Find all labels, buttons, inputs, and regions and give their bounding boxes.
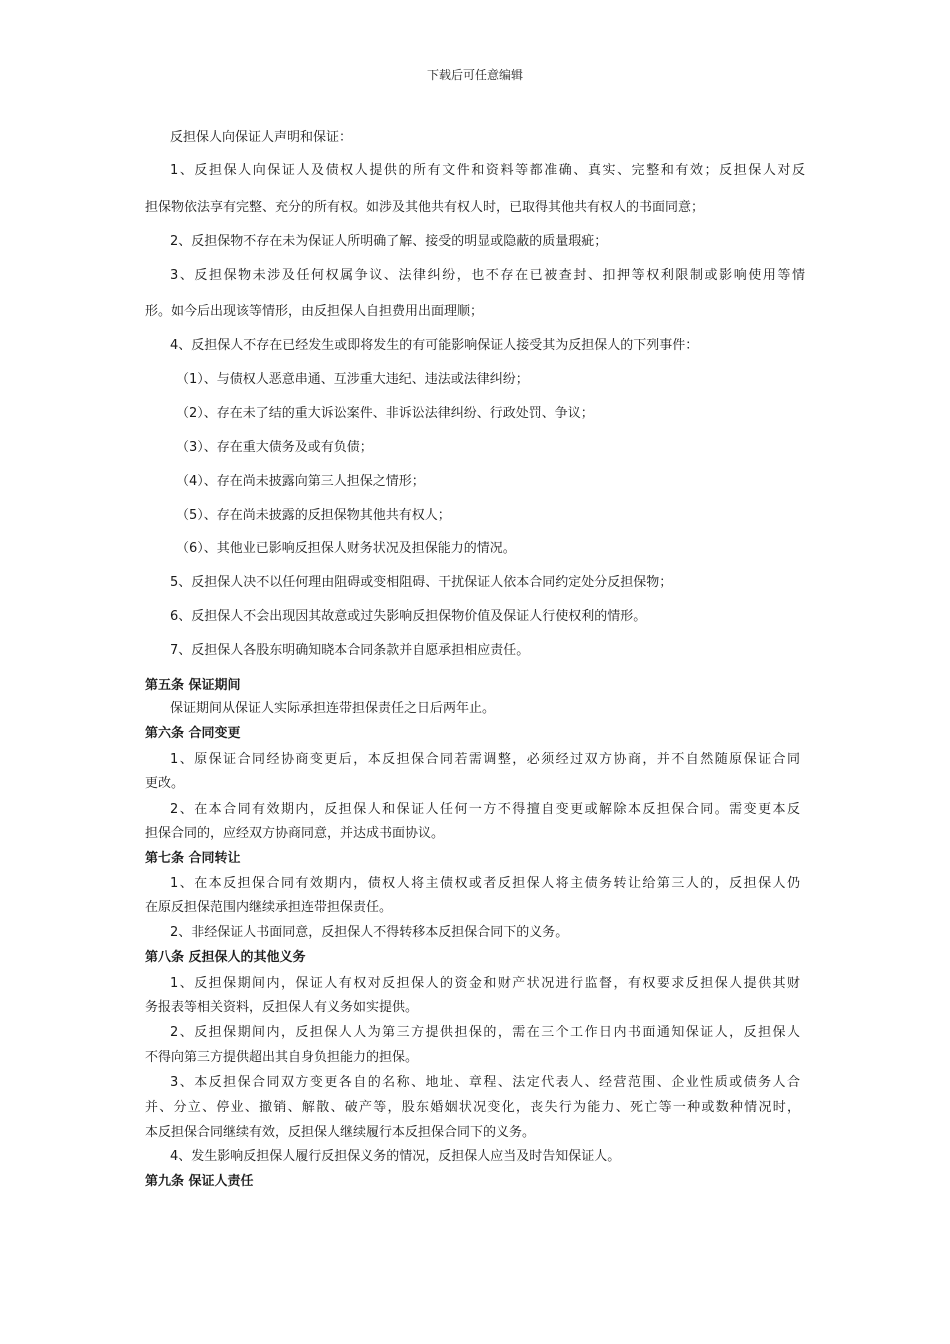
page-header: 下载后可任意编辑 [426,68,523,82]
article-7-p1-line-1: 1、在本反担保合同有效期内，债权人将主债权或者反担保人将主债务转让给第三人的，反担保人仍 [170,876,800,891]
article-8-p4: 4、发生影响反担保人履行反担保义务的情况，反担保人应当及时告知保证人。 [170,1149,621,1164]
sub-item-1: （1）、与债权人恶意串通、互涉重大违纪、违法或法律纠纷； [176,372,529,387]
article-8-p3-line-2: 并、分立、停业、撤销、解散、破产等，股东婚姻状况变化，丧失行为能力、死亡等一种或数种情况时， [145,1100,800,1115]
article-8-p1-line-1: 1、反担保期间内，保证人有权对反担保人的资金和财产状况进行监督，有权要求反担保人提供其财 [170,976,800,991]
item-5: 5、反担保人决不以任何理由阻碍或变相阻碍、干扰保证人依本合同约定处分反担保物； [170,575,673,590]
article-7-p1-line-2: 在原反担保范围内继续承担连带担保责任。 [145,900,393,915]
article-8-p2-line-1: 2、反担保期间内，反担保人人为第三方提供担保的，需在三个工作日内书面通知保证人，反担保人 [170,1025,800,1040]
sub-item-3: （3）、存在重大债务及或有负债； [176,440,373,455]
article-7-title: 第七条 合同转让 [145,851,241,866]
item-3-line-2: 形。如今后出现该等情形，由反担保人自担费用出面理顺； [145,304,484,319]
article-8-title: 第八条 反担保人的其他义务 [145,950,306,965]
article-8-p3-line-3: 本反担保合同继续有效，反担保人继续履行本反担保合同下的义务。 [145,1125,536,1140]
article-6-p2-line-1: 2、在本合同有效期内，反担保人和保证人任何一方不得擅自变更或解除本反担保合同。需变更本反 [170,802,800,817]
article-8-p2-line-2: 不得向第三方提供超出其自身负担能力的担保。 [145,1050,419,1065]
sub-item-5: （5）、存在尚未披露的反担保物其他共有权人； [176,508,451,523]
item-7: 7、反担保人各股东明确知晓本合同条款并自愿承担相应责任。 [170,643,530,658]
item-3-line-1: 3、反担保物未涉及任何权属争议、法律纠纷，也不存在已被查封、扣押等权利限制或影响使用等情 [170,268,805,283]
item-4: 4、反担保人不存在已经发生或即将发生的有可能影响保证人接受其为反担保人的下列事件： [170,338,699,353]
article-5-title: 第五条 保证期间 [145,678,241,693]
sub-item-4: （4）、存在尚未披露向第三人担保之情形； [176,474,425,489]
item-1-line-2: 担保物依法享有完整、充分的所有权。如涉及其他共有权人时，已取得其他共有权人的书面同意； [145,200,705,215]
article-6-title: 第六条 合同变更 [145,726,241,741]
article-8-p1-line-2: 务报表等相关资料，反担保人有义务如实提供。 [145,1000,419,1015]
article-7-p2: 2、非经保证人书面同意，反担保人不得转移本反担保合同下的义务。 [170,925,569,940]
article-6-p1-line-2: 更改。 [145,776,185,791]
article-9-title: 第九条 保证人责任 [145,1174,254,1189]
article-8-p3-line-1: 3、本反担保合同双方变更各自的名称、地址、章程、法定代表人、经营范围、企业性质或债务人合 [170,1075,800,1090]
intro-line: 反担保人向保证人声明和保证： [170,130,353,145]
item-2: 2、反担保物不存在未为保证人所明确了解、接受的明显或隐蔽的质量瑕疵； [170,234,608,249]
article-6-p1-line-1: 1、原保证合同经协商变更后，本反担保合同若需调整，必须经过双方协商，并不自然随原保证合同 [170,752,800,767]
article-6-p2-line-2: 担保合同的，应经双方协商同意，并达成书面协议。 [145,826,445,841]
sub-item-6: （6）、其他业已影响反担保人财务状况及担保能力的情况。 [176,541,516,556]
item-6: 6、反担保人不会出现因其故意或过失影响反担保物价值及保证人行使权利的情形。 [170,609,647,624]
item-1-line-1: 1、反担保人向保证人及债权人提供的所有文件和资料等都准确、真实、完整和有效；反担保人对反 [170,163,805,178]
sub-item-2: （2）、存在未了结的重大诉讼案件、非诉讼法律纠纷、行政处罚、争议； [176,406,594,421]
article-5-p1: 保证期间从保证人实际承担连带担保责任之日后两年止。 [170,701,496,716]
